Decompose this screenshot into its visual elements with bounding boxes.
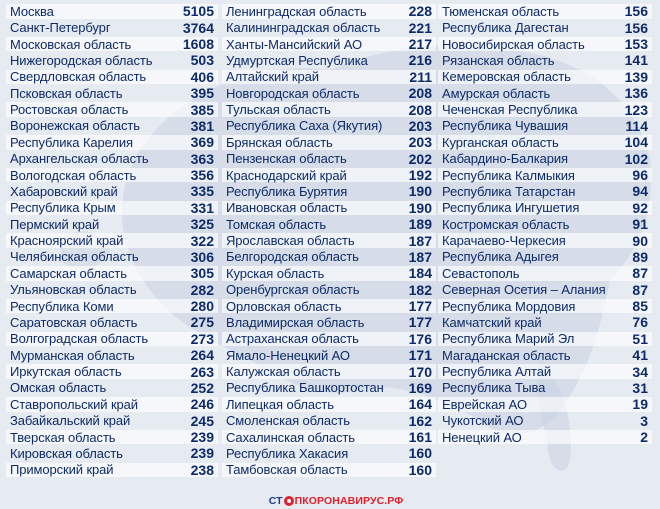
case-count: 161 <box>408 429 432 445</box>
region-name: Кемеровская область <box>442 69 571 85</box>
region-name: Республика Алтай <box>442 364 551 379</box>
region-name: Тамбовская область <box>226 462 348 478</box>
table-row <box>438 233 652 248</box>
case-count: 189 <box>408 216 432 233</box>
table-row <box>438 184 652 199</box>
case-count: 211 <box>409 68 432 85</box>
case-count: 275 <box>190 314 214 331</box>
table-row <box>438 86 652 101</box>
table-row <box>6 168 218 183</box>
column-2 <box>222 4 436 479</box>
region-name: Оренбургская область <box>226 282 360 298</box>
case-count: 89 <box>632 248 648 265</box>
region-name: Кабардино-Балкария <box>442 151 568 167</box>
region-name: Архангельская область <box>10 151 149 167</box>
region-name: Ленинградская область <box>226 3 367 19</box>
brand-text-part2: ПКОРОНАВИРУС.РФ <box>294 495 404 507</box>
region-name: Республика Бурятия <box>226 183 348 199</box>
region-name: Республика Калмыкия <box>442 167 575 183</box>
region-name: Калининградская область <box>226 20 381 36</box>
table-row <box>222 233 436 248</box>
table-row <box>222 217 436 232</box>
case-count: 216 <box>408 52 432 69</box>
case-count: 322 <box>190 232 214 249</box>
table-row <box>438 397 652 412</box>
table-row <box>438 53 652 68</box>
table-row <box>222 135 436 150</box>
case-count: 192 <box>408 167 432 183</box>
region-name: Тюменская область <box>442 3 560 19</box>
case-count: 208 <box>408 85 432 102</box>
table-row <box>6 233 218 248</box>
case-count: 395 <box>190 85 214 102</box>
case-count: 381 <box>190 117 214 134</box>
table-row <box>222 4 436 19</box>
region-name: Свердловская область <box>10 69 147 85</box>
table-row <box>222 70 436 85</box>
case-count: 239 <box>190 445 214 462</box>
region-name: Республика Саха (Якутия) <box>226 118 383 134</box>
case-count: 335 <box>190 183 214 200</box>
table-row <box>222 381 436 396</box>
case-count: 31 <box>632 379 648 396</box>
case-count: 91 <box>632 216 648 233</box>
table-row <box>6 381 218 396</box>
table-row <box>222 102 436 117</box>
table-row <box>222 282 436 297</box>
region-name: Хабаровский край <box>10 183 118 199</box>
region-name: Астраханская область <box>226 331 359 347</box>
region-name: Санкт-Петербург <box>10 20 111 36</box>
case-count: 1608 <box>182 36 214 52</box>
case-count: 160 <box>408 445 432 462</box>
table-row <box>222 364 436 379</box>
case-count: 239 <box>190 429 214 445</box>
table-row <box>222 184 436 199</box>
case-count: 246 <box>190 396 214 413</box>
region-name: Иркутская область <box>10 364 122 379</box>
region-name: Пензенская область <box>226 151 347 167</box>
brand-text-part1: СТ <box>268 495 283 507</box>
column-1 <box>6 4 218 479</box>
case-count: 187 <box>408 232 432 249</box>
region-name: Магаданская область <box>442 347 571 363</box>
table-row <box>222 86 436 101</box>
case-count: 102 <box>624 150 648 167</box>
case-count: 34 <box>632 363 648 380</box>
case-count: 169 <box>408 379 432 396</box>
case-count: 176 <box>408 330 432 347</box>
case-count: 331 <box>190 199 214 216</box>
case-count: 141 <box>624 52 648 69</box>
case-count: 202 <box>408 150 432 167</box>
region-name: Северная Осетия – Алания <box>442 282 606 298</box>
table-row <box>438 348 652 363</box>
region-name: Камчатский край <box>442 314 542 330</box>
case-count: 76 <box>632 314 648 331</box>
table-row <box>6 430 218 445</box>
table-row <box>6 37 218 52</box>
table-row <box>6 446 218 461</box>
case-count: 325 <box>190 216 214 233</box>
case-count: 170 <box>408 363 432 380</box>
case-count: 85 <box>632 298 648 314</box>
region-name: Новгородская область <box>226 85 360 101</box>
case-count: 238 <box>190 461 214 478</box>
region-name: Севастополь <box>442 265 520 281</box>
table-row <box>6 413 218 428</box>
case-count: 221 <box>408 19 432 36</box>
table-row <box>222 53 436 68</box>
case-count: 305 <box>190 265 214 282</box>
region-name: Ямало-Ненецкий АО <box>226 347 350 363</box>
region-name: Удмуртская Республика <box>226 52 368 68</box>
case-count: 252 <box>190 379 214 396</box>
region-name: Москва <box>10 3 54 19</box>
case-count: 503 <box>190 52 214 69</box>
table-row <box>6 217 218 232</box>
region-name: Ненецкий АО <box>442 429 522 445</box>
table-row <box>6 184 218 199</box>
table-row <box>222 315 436 330</box>
region-name: Липецкая область <box>226 396 334 412</box>
region-name: Республика Хакасия <box>226 445 349 461</box>
region-name: Новосибирская область <box>442 36 585 52</box>
region-name: Смоленская область <box>226 413 350 429</box>
table-row <box>438 151 652 166</box>
region-name: Ставропольский край <box>10 396 138 412</box>
case-count: 114 <box>625 117 648 134</box>
table-row <box>6 397 218 412</box>
region-name: Республика Коми <box>10 298 114 314</box>
case-count: 96 <box>632 167 648 183</box>
case-count: 87 <box>632 265 648 282</box>
table-row <box>6 53 218 68</box>
case-count: 190 <box>408 199 432 216</box>
table-row <box>6 4 218 19</box>
region-name: Республика Башкортостан <box>226 380 384 396</box>
case-count: 164 <box>408 396 432 413</box>
table-row <box>438 201 652 216</box>
region-name: Еврейская АО <box>442 396 527 412</box>
case-count: 123 <box>624 101 648 118</box>
table-row <box>438 299 652 314</box>
region-name: Республика Мордовия <box>442 298 576 314</box>
region-name: Вологодская область <box>10 167 137 183</box>
table-row <box>222 299 436 314</box>
region-name: Чеченская Республика <box>442 102 578 117</box>
case-count: 139 <box>624 68 648 85</box>
table-row <box>438 37 652 52</box>
table-row <box>438 102 652 117</box>
region-name: Ростовская область <box>10 102 129 117</box>
region-name: Костромская область <box>442 216 570 232</box>
region-name: Курская область <box>226 265 325 281</box>
case-count: 153 <box>624 36 648 52</box>
case-count: 3764 <box>182 19 214 36</box>
region-name: Тверская область <box>10 429 116 445</box>
table-row <box>438 20 652 35</box>
region-name: Владимирская область <box>226 314 365 330</box>
case-count: 282 <box>190 281 214 298</box>
region-name: Забайкальский край <box>10 413 131 429</box>
region-name: Ярославская область <box>226 233 355 248</box>
region-name: Ивановская область <box>226 200 348 216</box>
region-name: Калужская область <box>226 364 341 379</box>
region-name: Республика Тыва <box>442 380 546 396</box>
region-name: Карачаево-Черкесия <box>442 233 566 248</box>
region-name: Белгородская область <box>226 249 359 265</box>
region-name: Ханты-Мансийский АО <box>226 36 363 52</box>
case-count: 217 <box>408 36 432 52</box>
region-name: Республика Крым <box>10 200 116 216</box>
table-row <box>6 201 218 216</box>
table-row <box>438 119 652 134</box>
case-count: 187 <box>408 248 432 265</box>
case-count: 356 <box>190 167 214 183</box>
region-name: Республика Дагестан <box>442 20 569 36</box>
region-name: Кировская область <box>10 445 123 461</box>
region-name: Орловская область <box>226 298 342 314</box>
region-name: Нижегородская область <box>10 52 153 68</box>
table-row <box>6 348 218 363</box>
column-3 <box>438 4 652 446</box>
region-name: Республика Карелия <box>10 134 133 150</box>
table-row <box>222 413 436 428</box>
case-count: 171 <box>408 347 432 364</box>
case-count: 2 <box>640 429 648 445</box>
case-count: 203 <box>408 117 432 134</box>
case-count: 208 <box>408 101 432 118</box>
region-name: Тульская область <box>226 102 331 117</box>
case-count: 306 <box>190 248 214 265</box>
case-count: 41 <box>632 347 648 364</box>
case-count: 3 <box>640 412 648 429</box>
case-count: 245 <box>190 412 214 429</box>
table-row <box>222 332 436 347</box>
table-row <box>438 266 652 281</box>
region-name: Республика Адыгея <box>442 249 559 265</box>
table-row <box>6 151 218 166</box>
case-count: 87 <box>632 281 648 298</box>
table-row <box>438 315 652 330</box>
table-row <box>438 364 652 379</box>
table-row <box>6 20 218 35</box>
region-name: Томская область <box>226 216 327 232</box>
region-name: Ульяновская область <box>10 282 137 298</box>
region-name: Чукотский АО <box>442 413 524 429</box>
virus-icon <box>284 496 294 506</box>
region-name: Псковская область <box>10 85 123 101</box>
table-row <box>6 250 218 265</box>
table-row <box>438 4 652 19</box>
table-row <box>6 299 218 314</box>
region-name: Мурманская область <box>10 347 135 363</box>
region-name: Самарская область <box>10 265 127 281</box>
case-count: 5105 <box>182 3 214 20</box>
case-count: 190 <box>408 183 432 200</box>
region-name: Пермский край <box>10 216 100 232</box>
case-count: 156 <box>624 19 648 36</box>
region-name: Воронежская область <box>10 118 140 134</box>
table-row <box>438 332 652 347</box>
case-count: 94 <box>632 183 648 200</box>
table-row <box>438 381 652 396</box>
region-name: Алтайский край <box>226 69 319 85</box>
case-count: 177 <box>408 314 432 331</box>
region-name: Челябинская область <box>10 249 139 265</box>
table-row <box>6 102 218 117</box>
case-count: 182 <box>408 281 432 298</box>
table-row <box>222 397 436 412</box>
table-row <box>6 86 218 101</box>
region-name: Московская область <box>10 36 132 52</box>
case-count: 406 <box>190 68 214 85</box>
table-row <box>222 250 436 265</box>
table-row <box>6 282 218 297</box>
table-row <box>6 135 218 150</box>
table-row <box>438 217 652 232</box>
region-name: Краснодарский край <box>226 167 347 183</box>
region-name: Сахалинская область <box>226 429 355 445</box>
region-name: Республика Ингушетия <box>442 200 580 216</box>
region-name: Приморский край <box>10 462 114 478</box>
case-count: 136 <box>624 85 648 102</box>
case-count: 203 <box>408 134 432 151</box>
case-count: 160 <box>408 461 432 478</box>
case-count: 162 <box>408 412 432 429</box>
table-row <box>222 119 436 134</box>
table-row <box>6 119 218 134</box>
table-row <box>222 463 436 478</box>
table-row <box>438 70 652 85</box>
table-row <box>222 430 436 445</box>
table-row <box>222 348 436 363</box>
case-count: 280 <box>190 298 214 314</box>
table-row <box>6 364 218 379</box>
table-row <box>222 20 436 35</box>
table-row <box>438 413 652 428</box>
case-count: 19 <box>632 396 648 413</box>
case-count: 92 <box>632 199 648 216</box>
case-count: 363 <box>190 150 214 167</box>
region-name: Брянская область <box>226 134 333 150</box>
table-row <box>222 37 436 52</box>
region-name: Волгоградская область <box>10 331 149 347</box>
table-row <box>222 201 436 216</box>
case-count: 104 <box>624 134 648 151</box>
case-count: 184 <box>408 265 432 282</box>
region-name: Рязанская область <box>442 52 555 68</box>
table-row <box>6 266 218 281</box>
region-name: Курганская область <box>442 134 559 150</box>
table-row <box>6 463 218 478</box>
table-row <box>6 70 218 85</box>
table-row <box>222 151 436 166</box>
region-name: Амурская область <box>442 85 551 101</box>
case-count: 156 <box>624 3 648 20</box>
region-name: Республика Чувашия <box>442 118 569 134</box>
case-count: 264 <box>190 347 214 364</box>
table-row <box>222 446 436 461</box>
table-row <box>438 168 652 183</box>
region-name: Республика Татарстан <box>442 183 576 199</box>
brand-logo <box>256 494 416 508</box>
case-count: 385 <box>190 101 214 118</box>
table-row <box>438 135 652 150</box>
region-name: Красноярский край <box>10 233 124 248</box>
region-name: Омская область <box>10 380 107 396</box>
case-count: 273 <box>190 330 214 347</box>
case-count: 90 <box>632 232 648 249</box>
table-row <box>438 282 652 297</box>
case-count: 51 <box>632 330 648 347</box>
table-row <box>6 315 218 330</box>
table-row <box>438 250 652 265</box>
region-name: Республика Марий Эл <box>442 331 575 347</box>
region-name: Саратовская область <box>10 314 138 330</box>
case-count: 263 <box>190 363 214 380</box>
case-count: 177 <box>408 298 432 314</box>
table-row <box>222 266 436 281</box>
case-count: 369 <box>190 134 214 151</box>
case-count: 228 <box>408 3 432 20</box>
table-row <box>438 430 652 445</box>
table-row <box>222 168 436 183</box>
table-row <box>6 332 218 347</box>
